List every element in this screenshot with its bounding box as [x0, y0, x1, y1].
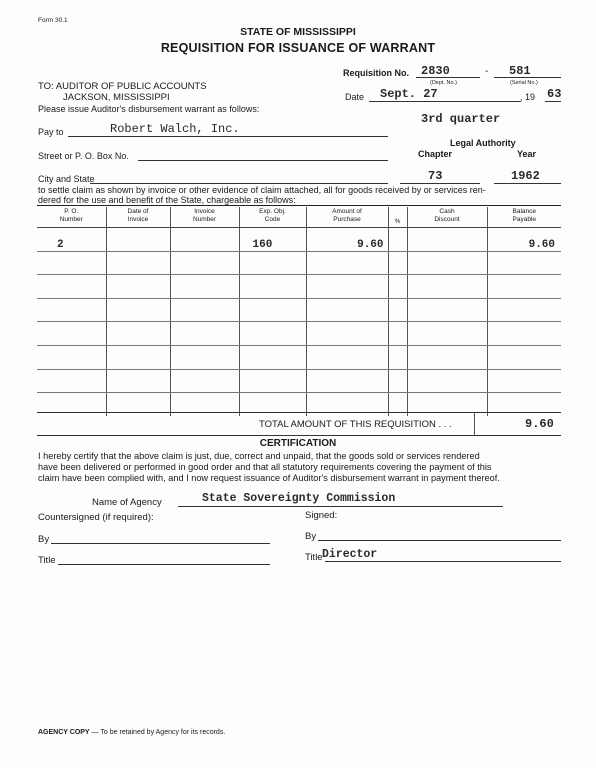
header-balance-payable: Balance Payable [487, 207, 561, 228]
header-amount-of-purchase: Amount of Purchase [306, 207, 388, 228]
date-value: Sept. 27 [380, 87, 438, 101]
addressee-line-1: TO: AUDITOR OF PUBLIC ACCOUNTS [38, 81, 207, 92]
requisition-label: Requisition No. [343, 68, 409, 78]
header-date-of-invoice: Date of Invoice [106, 207, 170, 228]
certification-text-2: have been delivered or performed in good order and that all statutory requirements covering the payment of this [38, 462, 492, 472]
footer-bold: AGENCY COPY [38, 729, 90, 736]
settle-text-1: to settle claim as shown by invoice or other evidence of claim attached, all for goods received by or services ren- [38, 185, 486, 195]
addressee-line-2: JACKSON, MISSISSIPPI [63, 92, 170, 103]
certification-text-1: I hereby certify that the above claim is just, due, correct and unpaid, that the goods sold or services rendered [38, 451, 480, 461]
signed-title-value: Director [322, 548, 378, 561]
year-value: 1962 [511, 169, 540, 183]
footer-note [38, 729, 225, 736]
date-year-value: 63 [547, 87, 562, 101]
form-number: Form 30.1 [38, 17, 68, 24]
countersigned-label: Countersigned (if required): [38, 512, 154, 523]
settle-text-2: dered for the use and benefit of the State, chargeable as follows: [38, 195, 296, 205]
table-row [37, 275, 561, 299]
header-po-number: P. O. Number [37, 207, 106, 228]
agency-label: Name of Agency [92, 497, 162, 508]
cell-amount: 9.60 [306, 228, 388, 252]
serial-number-caption: (Serial No.) [510, 80, 538, 86]
cell-po: 2 [37, 228, 106, 252]
table-row [37, 369, 561, 393]
total-label: TOTAL AMOUNT OF THIS REQUISITION . . . [259, 419, 452, 430]
state-title: STATE OF MISSISSIPPI [240, 26, 356, 38]
quarter-note: 3rd quarter [421, 112, 501, 126]
certification-heading: CERTIFICATION [259, 438, 337, 449]
table-row [37, 298, 561, 322]
footer-rest: — To be retained by Agency for its records. [89, 729, 226, 736]
cell-invoice [170, 228, 239, 252]
serial-number-value: 581 [509, 64, 531, 78]
year-label: Year [517, 149, 537, 159]
pay-to-value: Robert Walch, Inc. [110, 122, 240, 136]
cell-discount [407, 228, 487, 252]
cell-code: 160 [239, 228, 306, 252]
cell-date [106, 228, 170, 252]
signed-label: Signed: [305, 510, 338, 521]
cell-balance: 9.60 [487, 228, 561, 252]
legal-authority-heading: Legal Authority [450, 138, 516, 148]
countersign-title-label: Title [38, 555, 56, 566]
certification-text-3: claim have been complied with, and I now request issuance of Auditor's disbursement warrant in payment thereof. [38, 473, 500, 483]
total-value: 9.60 [525, 417, 554, 431]
table-row [37, 345, 561, 369]
header-cash-discount: Cash Discount [407, 207, 487, 228]
table-row [37, 251, 561, 275]
header-invoice-number: Invoice Number [170, 207, 239, 228]
instruction-text: Please issue Auditor's disbursement warrant as follows: [38, 104, 260, 114]
charges-table [37, 207, 561, 416]
table-row [37, 228, 561, 252]
dept-number-caption: (Dept. No.) [430, 80, 457, 86]
cell-percent [388, 228, 407, 252]
requisition-dash: - [485, 66, 489, 77]
countersign-by-label: By [38, 534, 50, 545]
document-title: REQUISITION FOR ISSUANCE OF WARRANT [160, 41, 436, 55]
header-exp-obj-code: Exp. Obj. Code [239, 207, 306, 228]
total-row [37, 412, 561, 436]
agency-value: State Sovereignty Commission [202, 492, 396, 505]
header-percent: % [388, 207, 407, 228]
street-label: Street or P. O. Box No. [38, 151, 129, 161]
city-state-label: City and State [38, 174, 95, 184]
chapter-value: 73 [428, 169, 443, 183]
pay-to-label: Pay to [38, 127, 64, 137]
dept-number-value: 2830 [421, 64, 450, 78]
date-year-prefix: , 19 [520, 92, 536, 102]
chapter-label: Chapter [418, 149, 453, 159]
table-row [37, 322, 561, 346]
signed-by-label: By [305, 531, 317, 542]
signed-title-label: Title [305, 552, 323, 563]
date-label: Date [345, 92, 365, 102]
